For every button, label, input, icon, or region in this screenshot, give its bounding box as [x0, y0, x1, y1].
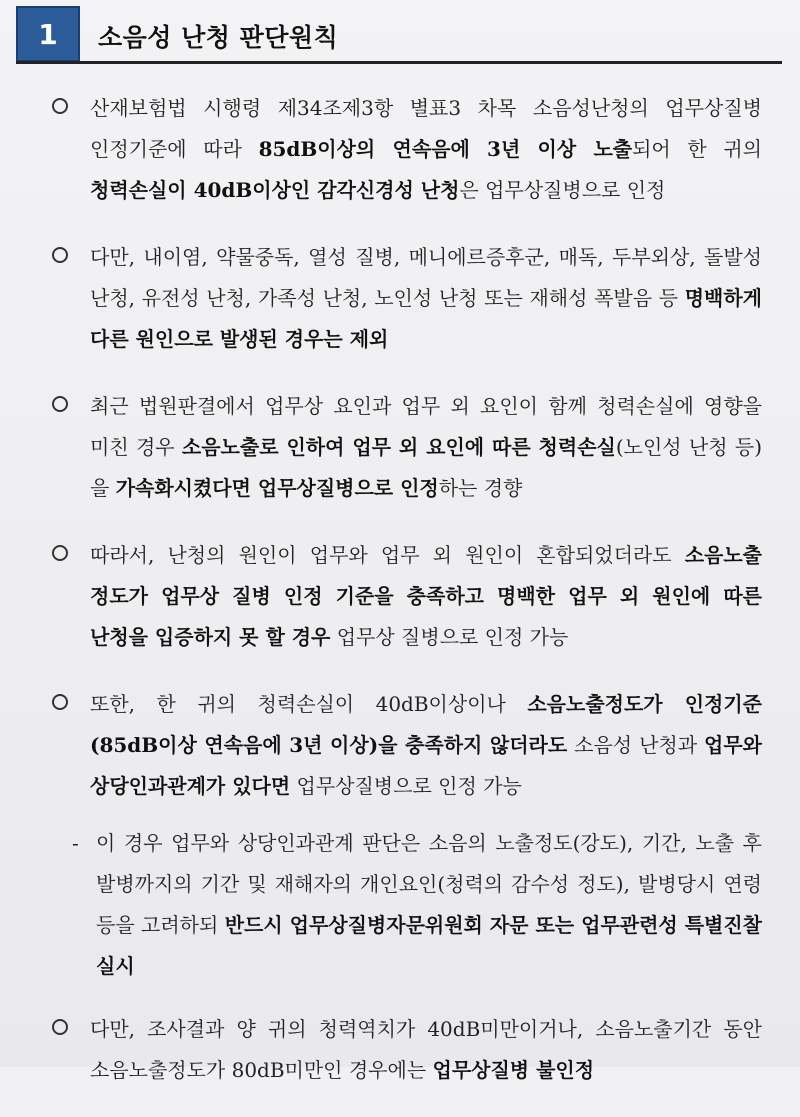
bullet-text: 하는 경향 — [438, 476, 523, 500]
bullet-item — [0, 88, 800, 211]
bullet-text: 최근 법원판결에서 업무상 요인과 업무 외 요인이 함께 청력손실에 영향을 미친 경우 — [90, 394, 762, 459]
bullet-item — [0, 535, 800, 658]
bullet-item — [0, 1009, 800, 1091]
circle-bullet-icon — [52, 694, 68, 710]
title-underline — [16, 61, 782, 64]
bullet-item — [0, 386, 800, 509]
bullet-text-bold: 소음노출 정도가 업무상 질병 인정 기준을 충족하고 명백한 업무 외 원인에 따른 난청을 입증하지 못 할 경우 — [90, 543, 762, 649]
bullet-text-bold: 소음노출로 인하여 업무 외 요인에 따른 청력손실 — [181, 435, 616, 459]
bullet-text-bold: 업무와 상당인과관계가 있다면 — [90, 733, 762, 798]
circle-bullet-icon — [52, 545, 68, 561]
bullet-text: 은 업무상질병으로 인정 — [459, 178, 666, 202]
bullet-text-bold: 명백하게 다른 원인으로 발생된 경우는 제외 — [90, 286, 762, 351]
bullet-text: (노인성 난청 등)을 — [90, 435, 762, 500]
sub-bullet-text: 이 경우 업무와 상당인과관계 판단은 소음의 노출정도(강도), 기간, 노출 후 발병까지의 기간 및 재해자의 개인요인(청력의 감수성 정도), 발병당시 연령 등을 고려하되 — [96, 831, 762, 937]
section-title: 소음성 난청 판단원칙 — [98, 23, 339, 52]
bullet-text-bold: 85dB이상의 연속음에 3년 이상 노출 — [258, 137, 633, 161]
bullet-item — [0, 237, 800, 360]
bullet-text-bold: 가속화시켰다면 업무상질병으로 인정 — [115, 476, 439, 500]
bullet-text: 또한, 한 귀의 청력손실이 40dB이상이나 — [90, 692, 528, 716]
dash-bullet-icon: - — [72, 831, 79, 855]
circle-bullet-icon — [52, 396, 68, 412]
bullet-list — [0, 88, 800, 1117]
bullet-text: 업무상질병으로 인정 가능 — [290, 774, 522, 798]
bullet-text: 다만, 조사결과 양 귀의 청력역치가 40dB미만이거나, 소음노출기간 동안 소음노출정도가 80dB미만인 경우에는 — [90, 1017, 762, 1082]
bullet-item — [0, 684, 800, 807]
section-number-badge: 1 — [16, 6, 80, 62]
sub-bullet-text-bold: 반드시 업무상질병자문위원회 자문 또는 업무관련성 특별진찰 실시 — [96, 913, 762, 978]
bullet-text-bold: 업무상질병 불인정 — [432, 1058, 595, 1082]
circle-bullet-icon — [52, 1019, 68, 1035]
bullet-text: 되어 한 귀의 — [632, 137, 762, 161]
circle-bullet-icon — [52, 98, 68, 114]
bullet-text: 소음성 난청과 — [567, 733, 705, 757]
bullet-text: 따라서, 난청의 원인이 업무와 업무 외 원인이 혼합되었더라도 — [90, 543, 685, 567]
circle-bullet-icon — [52, 247, 68, 263]
bullet-text-bold: 청력손실이 40dB이상인 감각신경성 난청 — [90, 178, 460, 202]
bullet-text-bold: 소음노출정도가 인정기준(85dB이상 연속음에 3년 이상)을 충족하지 않더라도 — [90, 692, 762, 757]
bullet-text: 다만, 내이염, 약물중독, 열성 질병, 메니에르증후군, 매독, 두부외상, 돌발성 난청, 유전성 난청, 가족성 난청, 노인성 난청 또는 재해성 폭발음 등 — [90, 245, 762, 310]
bullet-text: 산재보험법 시행령 제34조제3항 별표3 차목 소음성난청의 업무상질병 인정기준에 따라 — [90, 96, 762, 161]
bullet-text: 업무상 질병으로 인정 가능 — [330, 625, 569, 649]
sub-bullet-item — [0, 823, 800, 987]
